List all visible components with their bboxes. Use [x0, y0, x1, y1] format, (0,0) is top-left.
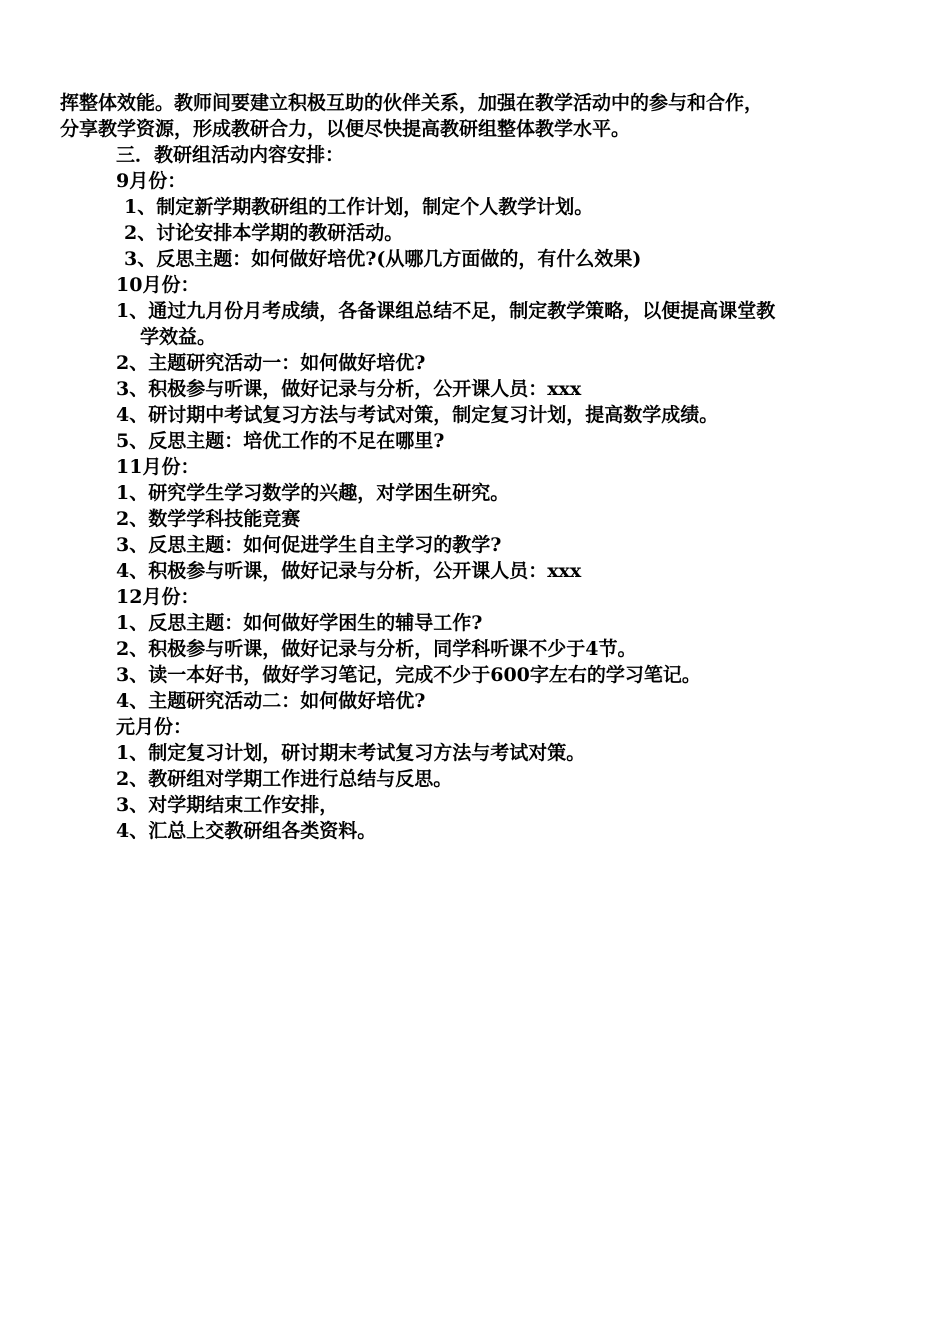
section-heading: 三．教研组活动内容安排：: [116, 144, 345, 166]
list-item: 2、主题研究活动一：如何做好培优?: [116, 352, 426, 374]
intro-line-1: 挥整体效能。教师间要建立积极互助的伙伴关系，加强在教学活动中的参与和合作，: [60, 92, 764, 114]
list-item: 2、教研组对学期工作进行总结与反思。: [116, 768, 453, 790]
list-item: 3、反思主题：如何做好培优?(从哪几方面做的，有什么效果): [124, 248, 642, 270]
list-item: 1、制定复习计划，研讨期末考试复习方法与考试对策。: [116, 742, 586, 764]
list-item: 3、读一本好书，做好学习笔记，完成不少于600字左右的学习笔记。: [116, 664, 701, 686]
list-item: 4、汇总上交教研组各类资料。: [116, 820, 377, 842]
intro-line-2: 分享教学资源，形成教研合力，以便尽快提高教研组整体教学水平。: [60, 118, 631, 140]
list-item: 4、研讨期中考试复习方法与考试对策，制定复习计划，提高数学成绩。: [116, 404, 719, 426]
list-item: 2、积极参与听课，做好记录与分析，同学科听课不少于4节。: [116, 638, 637, 660]
list-item: 1、制定新学期教研组的工作计划，制定个人教学计划。: [124, 196, 594, 218]
list-item: 2、讨论安排本学期的教研活动。: [124, 222, 404, 244]
list-item: 3、反思主题：如何促进学生自主学习的教学?: [116, 534, 502, 556]
month-title-dec: 12月份：: [116, 586, 200, 608]
list-item: 5、反思主题：培优工作的不足在哪里?: [116, 430, 445, 452]
list-item: 4、积极参与听课，做好记录与分析，公开课人员：xxx: [116, 560, 582, 582]
list-item: 1、反思主题：如何做好学困生的辅导工作?: [116, 612, 483, 634]
month-title-oct: 10月份：: [116, 274, 200, 296]
list-item: 1、通过九月份月考成绩，各备课组总结不足，制定教学策略，以便提高课堂教: [116, 300, 776, 322]
month-title-nov: 11月份：: [116, 456, 200, 478]
month-title-sep: 9月份：: [116, 170, 187, 192]
month-title-jan: 元月份：: [116, 716, 193, 738]
list-item: 3、积极参与听课，做好记录与分析，公开课人员：xxx: [116, 378, 582, 400]
list-item: 1、研究学生学习数学的兴趣，对学困生研究。: [116, 482, 510, 504]
list-item: 2、数学学科技能竞赛: [116, 508, 301, 530]
list-item: 4、主题研究活动二：如何做好培优?: [116, 690, 426, 712]
list-item-continuation: 学效益。: [140, 326, 217, 348]
list-item: 3、对学期结束工作安排，: [116, 794, 339, 816]
